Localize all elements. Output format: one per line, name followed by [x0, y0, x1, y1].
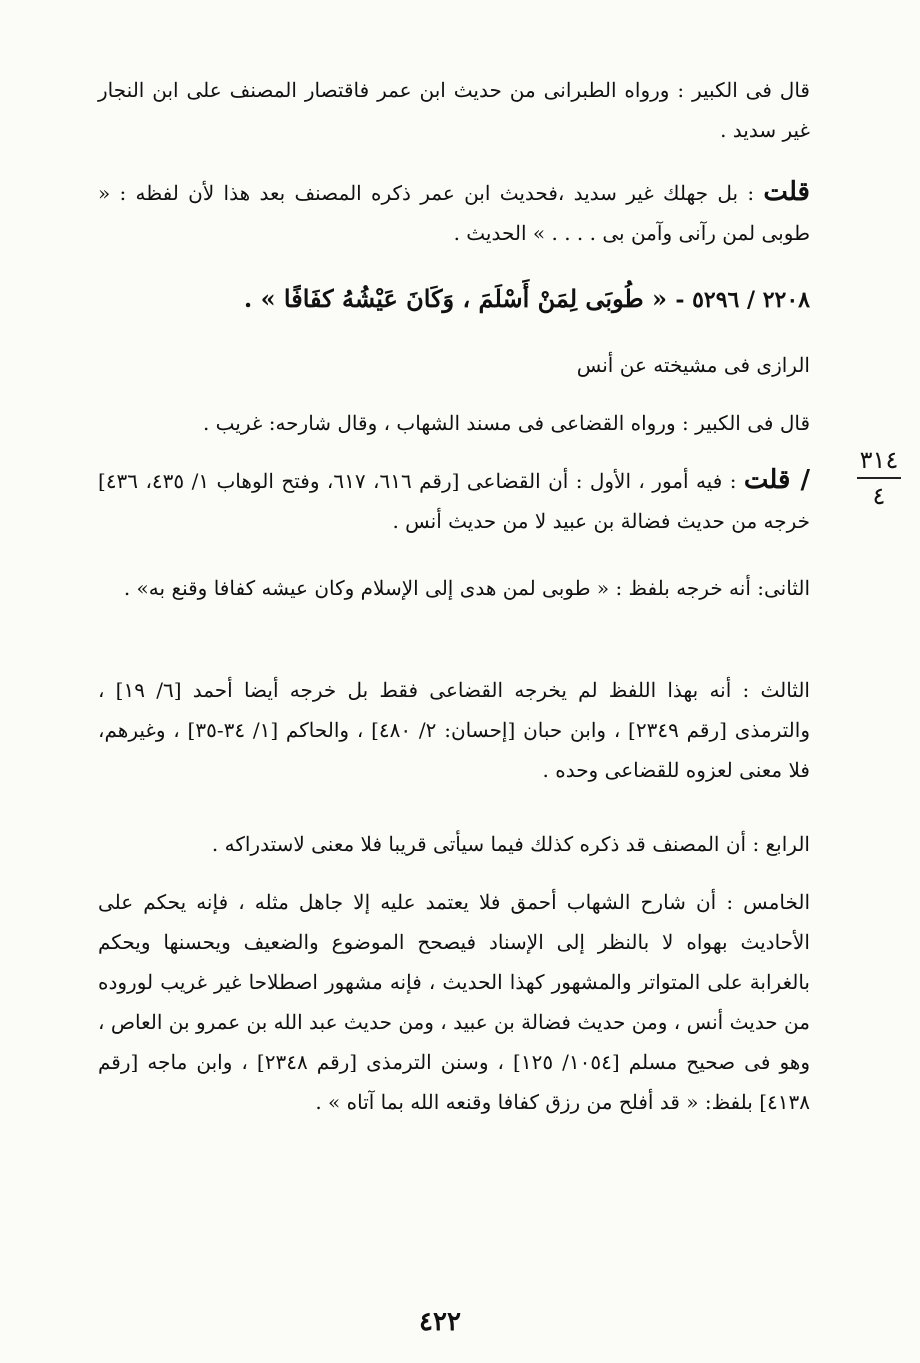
page-number: ٤٢٢	[419, 1307, 461, 1337]
paragraph-text: قال فى الكبير : ورواه الطبرانى من حديث ابن عمر فاقتصار المصنف على ابن النجار غير سديد .	[98, 78, 810, 142]
hadith-heading	[98, 276, 810, 323]
paragraph-text: قال فى الكبير : ورواه القضاعى فى مسند الشهاب ، وقال شارحه: غريب .	[202, 411, 810, 435]
qult-label: / قلت	[743, 465, 811, 495]
paragraph-second-point	[98, 568, 810, 608]
hadith-text: « طُوبَى لِمَنْ أَسْلَمَ ، وَكَانَ عَيْشُهُ كفَافًا » .	[243, 284, 667, 313]
paragraph-text: الرابع : أن المصنف قد ذكره كذلك فيما سيأتى قريبا فلا معنى لاستدراكه .	[211, 832, 810, 856]
paragraph-text: بل جهلك غير سديد ،فحديث ابن عمر ذكره المصنف بعد هذا لأن لفظه : « طوبى لمن رآنى وآمن بى . . . . » الحديث .	[98, 181, 810, 245]
margin-note-divider	[857, 477, 901, 479]
margin-volume-note	[846, 448, 912, 508]
paragraph-text: فيه أمور ، الأول : أن القضاعى [رقم ٦١٦، ٦١٧، وفتح الوهاب ١/ ٤٣٥، ٤٣٦] خرجه من حديث فضالة بن عبيد لا من حديث أنس .	[98, 469, 810, 533]
book-page	[60, 60, 820, 1337]
margin-note-bottom: ٤	[872, 482, 886, 510]
paragraph-fifth-point	[98, 882, 810, 1122]
paragraph-text: الثانى: أنه خرجه بلفظ : « طوبى لمن هدى إلى الإسلام وكان عيشه كفافا وقنع به» .	[123, 576, 810, 600]
paragraph-kabir-tabarani	[98, 70, 810, 150]
paragraph-qult-ibn-umar: قلت : بل جهلك غير سديد ،فحديث ابن عمر ذكره المصنف بعد هذا لأن لفظه : « طوبى لمن رآنى وآمن بى . . . . » الحديث .	[98, 177, 810, 245]
hadith-number: ٢٢٠٨ / ٥٢٩٦ -	[675, 287, 810, 313]
paragraph-source	[98, 345, 810, 385]
paragraph-qult-points: / قلت : فيه أمور ، الأول : أن القضاعى [رقم ٦١٦، ٦١٧، وفتح الوهاب ١/ ٤٣٥، ٤٣٦] خرجه من حديث فضالة بن عبيد لا من حديث أنس .	[98, 465, 811, 533]
paragraph-fourth-point	[98, 824, 810, 864]
margin-note-top: ٣١٤	[859, 446, 899, 474]
paragraph-kabir-qudai	[98, 403, 810, 443]
paragraph-text: الثالث : أنه بهذا اللفظ لم يخرجه القضاعى فقط بل خرجه أيضا أحمد [٦/ ١٩] ، والترمذى [رقم ٢٣٤٩] ، وابن حبان [إحسان: ٢/ ٤٨٠] ، والحاكم [١/ ٣٤-٣٥] ، وغيرهم، فلا معنى لعزوه للقضاعى وحده .	[98, 678, 810, 782]
source-text: الرازى فى مشيخته عن أنس	[576, 353, 810, 377]
paragraph-text: الخامس : أن شارح الشهاب أحمق فلا يعتمد عليه إلا جاهل مثله ، فإنه يحكم على الأحاديث بهواه لا بالنظر إلى الإسناد فيصحح الموضوع والضعيف ويحسنها ويحكم بالغرابة على المتواتر والمشهور كهذا الحديث ، فإنه مشهور اصطلاحا غير غريب لوروده من حديث أنس ، ومن حديث فضالة بن عبيد ، ومن حديث عبد الله بن عمرو بن العاص ، وهو فى صحيح مسلم [١٠٥٤/ ١٢٥] ، وسنن الترمذى [رقم ٢٣٤٨] ، وابن ماجه [رقم ٤١٣٨] بلفظ: « قد أفلح من رزق كفافا وقنعه الله بما آتاه » .	[98, 890, 811, 1114]
paragraph-third-point	[98, 670, 810, 790]
qult-label: قلت	[763, 177, 810, 207]
